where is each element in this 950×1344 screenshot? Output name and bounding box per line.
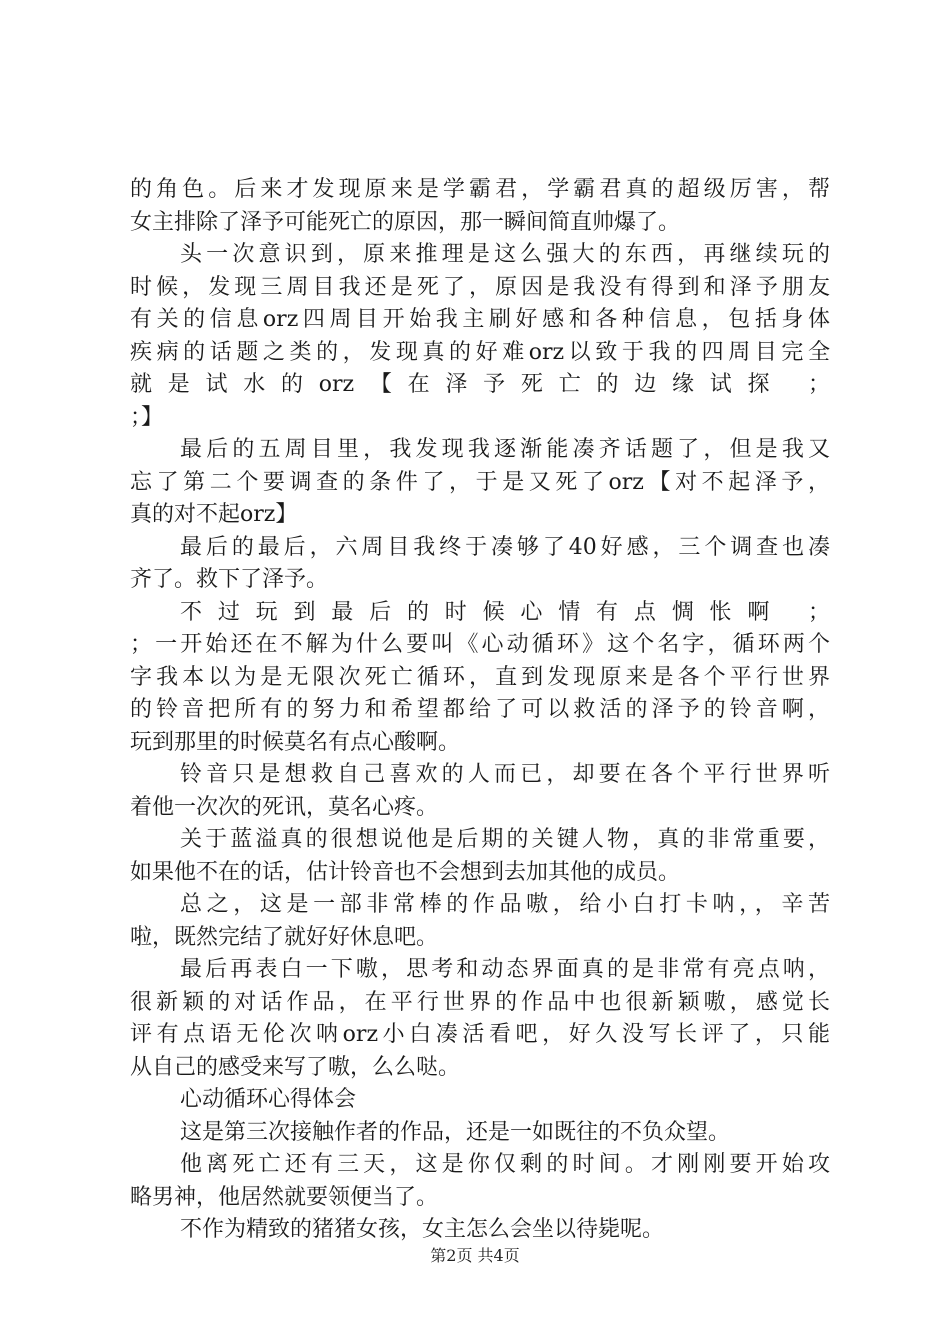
text-line: 这是第三次接触作者的作品，还是一如既往的不负众望。 xyxy=(180,1119,731,1145)
text-line: 略男神，他居然就要领便当了。 xyxy=(130,1184,439,1210)
text-line: 就是试水的orz【在泽予死亡的边缘试探 ； xyxy=(130,372,830,397)
text-line: 玩到那里的时候莫名有点心酸啊。 xyxy=(130,729,461,755)
text-line: ；】 xyxy=(130,404,164,430)
text-line: 很新颖的对话作品，在平行世界的作品中也很新颖嗷，感觉长 xyxy=(130,989,830,1015)
text-line: 的铃音把所有的努力和希望都给了可以救活的泽予的铃音啊， xyxy=(130,697,830,722)
text-line: ；一开始还在不解为什么要叫《心动循环》这个名字，循环两个 xyxy=(130,632,830,657)
text-line: 最后的最后，六周目我终于凑够了40好感，三个调查也凑 xyxy=(180,534,830,560)
text-line: 齐了。救下了泽予。 xyxy=(130,567,329,592)
text-line: 着他一次次的死讯，莫名心疼。 xyxy=(130,794,439,820)
text-line: 心动循环心得体会 xyxy=(180,1087,357,1112)
text-line: 最后的五周目里，我发现我逐渐能凑齐话题了，但是我又 xyxy=(180,437,830,462)
text-line: 啦，既然完结了就好好休息吧。 xyxy=(130,924,439,950)
document-body xyxy=(130,174,830,1247)
text-line: 时候，发现三周目我还是死了，原因是我没有得到和泽予朋友 xyxy=(130,274,830,300)
text-line: 从自己的感受来写了嗷，么么哒。 xyxy=(130,1054,461,1080)
text-line: 女主排除了泽予可能死亡的原因，那一瞬间简直帅爆了。 xyxy=(130,209,681,235)
text-line: 总之，这是一部非常棒的作品嗷，给小白打卡呐，，辛苦 xyxy=(180,892,830,917)
text-line: 如果他不在的话，估计铃音也不会想到去加其他的成员。 xyxy=(130,859,681,885)
text-line: 关于蓝溢真的很想说他是后期的关键人物，真的非常重要， xyxy=(180,827,830,852)
text-line: 头一次意识到，原来推理是这么强大的东西，再继续玩的 xyxy=(180,242,830,267)
text-line: 有关的信息orz四周目开始我主刷好感和各种信息，包括身体 xyxy=(130,307,830,332)
text-line: 不作为精致的猪猪女孩，女主怎么会坐以待毙呢。 xyxy=(180,1217,665,1242)
text-line: 忘了第二个要调查的条件了，于是又死了orz【对不起泽予， xyxy=(130,469,830,495)
text-line: 疾病的话题之类的，发现真的好难orz以致于我的四周目完全 xyxy=(130,339,830,365)
text-line: 铃音只是想救自己喜欢的人而已，却要在各个平行世界听 xyxy=(180,762,830,787)
text-line: 不过玩到最后的时候心情有点惆怅啊 ； xyxy=(180,599,830,625)
text-line: 字我本以为是无限次死亡循环，直到发现原来是各个平行世界 xyxy=(130,664,830,690)
page-footer: 第2页 共4页 xyxy=(430,1246,520,1265)
text-line: 最后再表白一下嗷，思考和动态界面真的是非常有亮点呐， xyxy=(180,957,830,982)
text-line: 的角色。后来才发现原来是学霸君，学霸君真的超级厉害，帮 xyxy=(130,177,830,202)
text-line: 真的对不起orz】 xyxy=(130,502,298,527)
text-line: 他离死亡还有三天，这是你仅剩的时间。才刚刚要开始攻 xyxy=(180,1152,830,1177)
text-line: 评有点语无伦次呐orz小白凑活看吧，好久没写长评了，只能 xyxy=(130,1022,830,1047)
